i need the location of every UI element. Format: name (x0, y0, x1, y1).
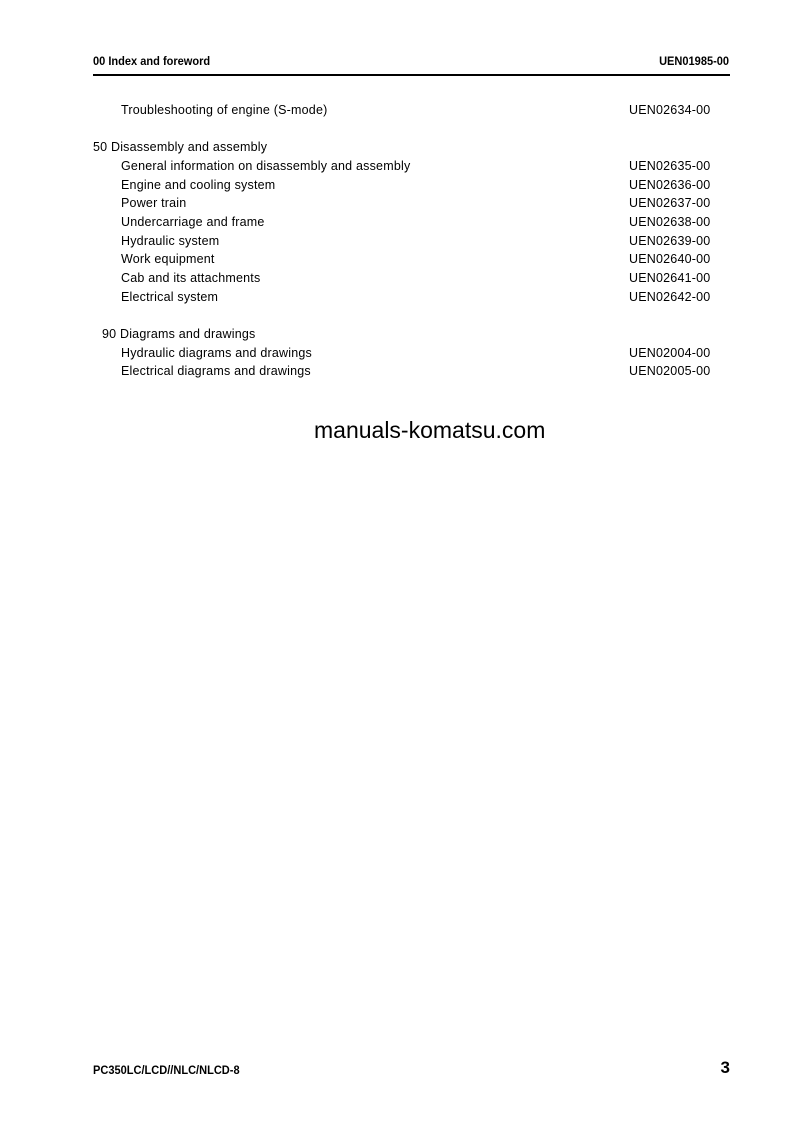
toc-section-heading: 50 Disassembly and assembly (93, 140, 268, 154)
toc-entry-code: UEN02004-00 (629, 346, 711, 360)
toc-entry-title: Cab and its attachments (121, 271, 261, 285)
header-title: 00 Index and foreword (93, 54, 211, 68)
toc-entry-title: Hydraulic system (121, 234, 220, 248)
toc-entry-code: UEN02642-00 (629, 290, 711, 304)
toc-entry-code: UEN02641-00 (629, 271, 711, 285)
toc-entry-title: Electrical system (121, 290, 219, 304)
page-number: 3 (720, 1058, 730, 1077)
header-doc-code: UEN01985-00 (659, 54, 729, 68)
toc-entry-title: Engine and cooling system (121, 178, 276, 192)
toc-section-heading: 90 Diagrams and drawings (102, 327, 256, 341)
footer-model: PC350LC/LCD//NLC/NLCD-8 (93, 1063, 240, 1077)
toc-entry-title: Work equipment (121, 252, 215, 266)
toc-entry-code: UEN02638-00 (629, 215, 711, 229)
toc-entry-title: Electrical diagrams and drawings (121, 364, 311, 378)
header-rule (93, 74, 730, 76)
toc-entry-code: UEN02634-00 (629, 103, 711, 117)
toc-entry-code: UEN02637-00 (629, 196, 711, 210)
toc-entry-title: Hydraulic diagrams and drawings (121, 346, 313, 360)
toc-entry-title: Undercarriage and frame (121, 215, 265, 229)
watermark-link[interactable]: manuals-komatsu.com (314, 417, 546, 443)
toc-entry-title: General information on disassembly and assembly (121, 159, 411, 173)
toc-entry-code: UEN02639-00 (629, 234, 711, 248)
toc-entry-code: UEN02636-00 (629, 178, 711, 192)
toc-entry-code: UEN02005-00 (629, 364, 711, 378)
toc-entry-code: UEN02635-00 (629, 159, 711, 173)
toc-entry-code: UEN02640-00 (629, 252, 711, 266)
toc-entry-title: Troubleshooting of engine (S-mode) (121, 103, 328, 117)
toc-entry-title: Power train (121, 196, 187, 210)
